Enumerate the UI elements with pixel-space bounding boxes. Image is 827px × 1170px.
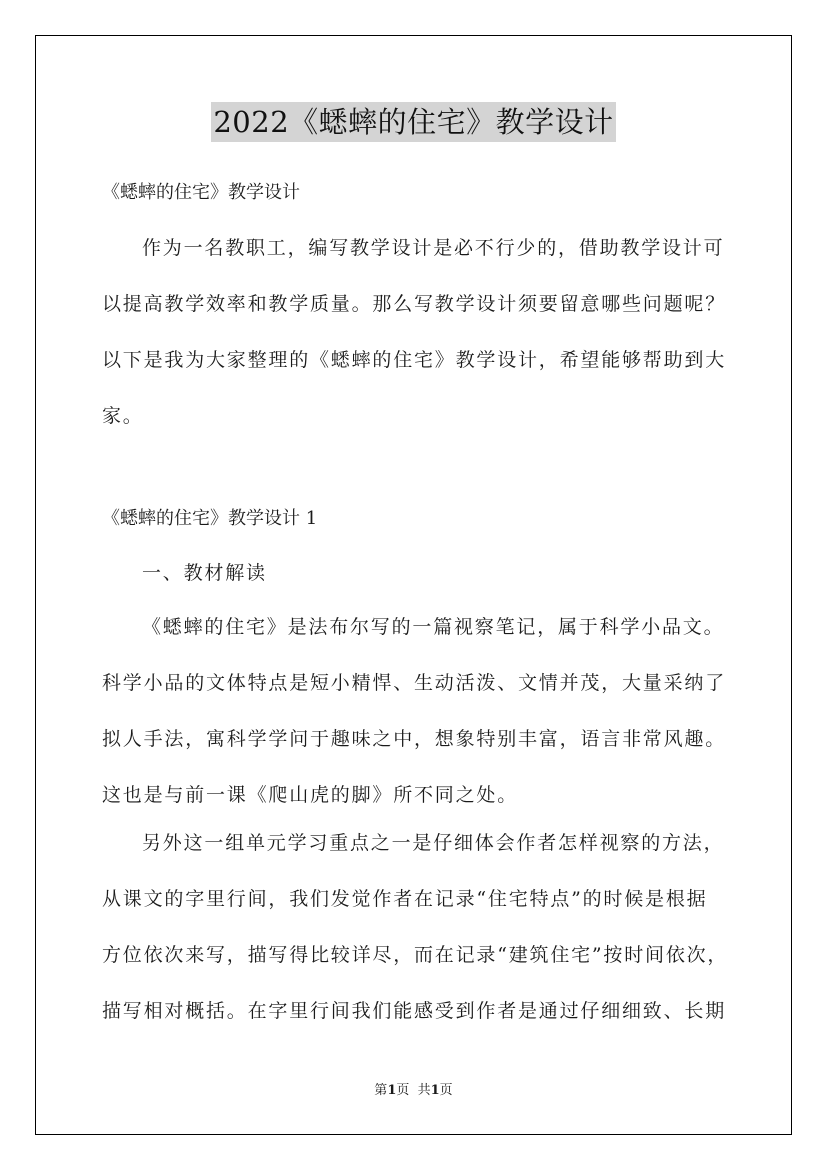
text-line: 方位依次来写，描写得比较详尽，而在记录“建筑住宅”按时间依次，	[102, 944, 729, 966]
intro-paragraph	[102, 220, 742, 444]
body-paragraph-1	[102, 599, 742, 823]
text-line: 拟人手法，寓科学学问于趣味之中，想象特别丰富，语言非常风趣。	[102, 728, 727, 750]
text-line: 另外这一组单元学习重点之一是仔细体会作者怎样视察的方法，	[142, 832, 725, 854]
subtitle: 《蟋蟀的住宅》教学设计	[102, 182, 300, 203]
text-line: 以提高教学效率和教学质量。那么写教学设计须要留意哪些问题呢？	[102, 293, 727, 315]
text-line: 从课文的字里行间，我们发觉作者在记录“住宅特点”的时候是根据	[102, 888, 708, 910]
text-line: 以下是我为大家整理的《蟋蟀的住宅》教学设计，希望能够帮助到大	[102, 349, 727, 371]
body-paragraph-2	[102, 815, 742, 1039]
text-line: 作为一名教职工，编写教学设计是必不行少的，借助教学设计可	[142, 237, 725, 259]
footer-total-pages: 1	[430, 1083, 440, 1098]
text-line: 科学小品的文体特点是短小精悍、生动活泼、文情并茂，大量采纳了	[102, 672, 727, 694]
section-title: 《蟋蟀的住宅》教学设计 1	[102, 508, 318, 529]
text-line: 家。	[102, 405, 144, 427]
document-title: 2022《蟋蟀的住宅》教学设计	[211, 102, 615, 142]
page-footer	[0, 1082, 827, 1100]
heading-paragraph	[102, 545, 742, 601]
section-heading: 一、教材解读	[142, 562, 267, 584]
text-line: 《蟋蟀的住宅》是法布尔写的一篇视察笔记，属于科学小品文。	[142, 616, 725, 638]
text-line: 这也是与前一课《爬山虎的脚》所不同之处。	[102, 784, 519, 806]
footer-mid: 页 共	[396, 1083, 431, 1098]
footer-prefix: 第	[374, 1083, 388, 1098]
footer-page-number: 1	[387, 1083, 397, 1098]
footer-suffix: 页	[439, 1083, 453, 1098]
title-block	[0, 102, 827, 142]
text-line: 描写相对概括。在字里行间我们能感受到作者是通过仔细细致、长期	[102, 1000, 727, 1022]
